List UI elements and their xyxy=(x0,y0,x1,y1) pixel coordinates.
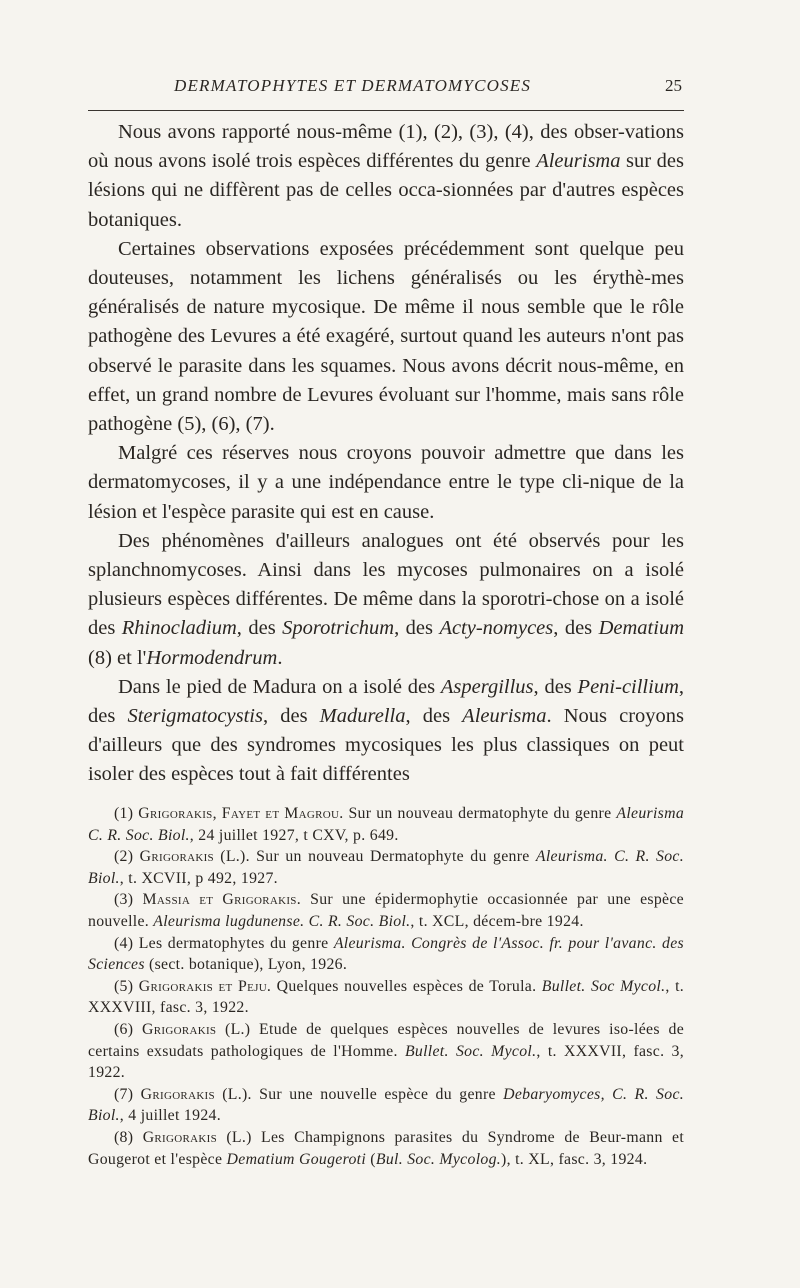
text-run: Sur une épidermophytie occasionnée par une espèce nouvelle. xyxy=(88,891,684,930)
footnote-number: (6) xyxy=(114,1020,134,1038)
footnote-number: (2) xyxy=(114,848,134,866)
footnote-authors: Grigorakis et Peju. xyxy=(138,977,272,995)
text-run: Etude de quelques espèces nouvelles de levures iso-lées de certains exsudats pathologiques de l'Homme. xyxy=(88,1020,685,1060)
text-run: Nous avons rapporté nous-même (1), (2), (3), (4), des obser-vations où nous avons isolé trois espèces différentes du genre xyxy=(88,121,684,173)
citation-title: Dematium Gougeroti xyxy=(226,1150,367,1168)
text-run: , t. XXXVIII, fasc. 3, 1922. xyxy=(88,977,685,1017)
footnote-4 xyxy=(88,933,684,976)
footnote-3 xyxy=(88,889,684,932)
text-run: , des xyxy=(553,617,599,640)
text-run: , des xyxy=(262,705,320,728)
genus-name: Sterigmatocystis xyxy=(127,705,263,728)
text-run: , t. XCVII, p 492, 1927. xyxy=(119,869,278,887)
paragraph-2: Certaines observations exposées précédemment sont quelque peu douteuses, notamment les lichens généralisés ou les érythè-mes généralisés de nature mycosique. De même il nous semble que le rôle pathogène des Levures a été exagéré, surtout quand les auteurs n'ont pas observé le parasite dans les squames. Nous avons décrit nous-même, en effet, un grand nombre de Levures évoluant sur l'homme, mais sans rôle pathogène (5), (6), (7). xyxy=(88,237,684,436)
footnote-authors: Massia et Grigorakis. xyxy=(142,891,301,909)
footnote-authors: Grigorakis (L.) xyxy=(142,1128,252,1146)
running-title: DERMATOPHYTES ET DERMATOMYCOSES xyxy=(174,76,532,95)
text-run: . Nous croyons d'ailleurs que des syndromes mycosiques les plus classiques on peut isoler des espèces tout à fait différentes xyxy=(88,705,685,786)
text-run: Les dermatophytes du genre xyxy=(133,934,334,952)
citation-title: Bul. Soc. Mycolog. xyxy=(375,1150,502,1168)
text-run: (sect. botanique), Lyon, 1926. xyxy=(144,956,348,974)
text-run: , 24 juillet 1927, t CXV, p. 649. xyxy=(189,826,399,844)
text-run: Quelques nouvelles espèces de Torula. xyxy=(271,977,542,995)
footnote-number: (1) xyxy=(114,805,134,822)
genus-name: Aleurisma xyxy=(462,705,547,728)
text-run: sur des lésions qui ne diffèrent pas de celles occa-sionnées par d'autres espèces botaniques. xyxy=(88,150,684,231)
footnote-authors: Grigorakis, Fayet et Magrou. xyxy=(138,805,344,822)
footnotes xyxy=(88,803,684,1170)
page-number: 25 xyxy=(665,76,682,95)
text-run: , t. XCL, décem-bre 1924. xyxy=(410,912,584,930)
genus-name: Rhinocladium xyxy=(121,617,237,640)
text-run: Sur un nouveau dermatophyte du genre xyxy=(343,805,617,822)
paragraph-5 xyxy=(88,673,684,790)
footnote-6 xyxy=(88,1019,684,1084)
genus-name: Dematium xyxy=(598,617,684,640)
citation-title: Bullet. Soc. Mycol. xyxy=(404,1042,537,1060)
text-run: . xyxy=(277,646,283,669)
text-run: (8) et l' xyxy=(88,646,147,669)
citation-title: Aleurisma C. R. Soc. Biol. xyxy=(88,805,685,844)
paragraph-3: Malgré ces réserves nous croyons pouvoir admettre que dans les dermatomycoses, il y a une indépendance entre le type cli-nique de la lésion et l'espèce parasite qui est en cause. xyxy=(88,442,684,523)
genus-name: Sporotrichum xyxy=(282,617,395,640)
text-run: , des xyxy=(88,675,685,728)
footnote-number: (5) xyxy=(114,977,134,995)
text-run: , des xyxy=(533,675,578,698)
text-run: ), t. XL, fasc. 3, 1924. xyxy=(501,1150,648,1168)
footnote-number: (8) xyxy=(114,1128,134,1146)
text-run: Les Champignons parasites du Syndrome de Beur-mann et Gougerot et l'espèce xyxy=(88,1128,685,1168)
text-run: Sur un nouveau Dermatophyte du genre xyxy=(249,848,536,866)
text-run: , t. XXXVII, fasc. 3, 1922. xyxy=(88,1042,684,1082)
citation-title: Aleurisma. C. R. Soc. Biol. xyxy=(88,848,684,887)
citation-title: Debaryomyces, C. R. Soc. Biol. xyxy=(88,1085,684,1125)
footnote-authors: Grigorakis (L.). xyxy=(139,848,250,866)
citation-title: Aleurisma lugdunense. C. R. Soc. Biol. xyxy=(153,912,411,930)
genus-name: Madurella xyxy=(319,705,406,728)
footnote-2 xyxy=(88,846,684,889)
text-run: Des phénomènes d'ailleurs analogues ont été observés pour les splanchnomycoses. Ainsi dans les mycoses pulmonaires on a isolé plusieurs espèces différentes. De même dans la sporotri-chose on a isolé des xyxy=(88,529,684,640)
footnote-number: (3) xyxy=(114,891,134,909)
text-run: , des xyxy=(405,705,463,728)
genus-name: Hormodendrum xyxy=(146,646,278,669)
paragraph-4 xyxy=(88,527,684,673)
genus-name: Aspergillus xyxy=(440,675,534,698)
main-text xyxy=(88,118,684,790)
paragraph-1 xyxy=(88,118,684,235)
text-run: , 4 juillet 1924. xyxy=(119,1107,221,1125)
footnote-authors: Grigorakis (L.) xyxy=(142,1020,251,1038)
text-run: Sur une nouvelle espèce du genre xyxy=(251,1085,504,1103)
footnote-7 xyxy=(88,1084,684,1127)
genus-name: Aleurisma xyxy=(536,150,621,173)
text-run: ( xyxy=(366,1150,376,1168)
footnote-5 xyxy=(88,976,684,1019)
genus-name: Acty-nomyces xyxy=(439,617,554,640)
genus-name: Peni-cillium xyxy=(577,675,679,698)
running-header xyxy=(88,70,684,100)
footnote-1 xyxy=(88,803,684,846)
text-run: Dans le pied de Madura on a isolé des xyxy=(118,675,441,698)
footnote-number: (7) xyxy=(114,1085,134,1103)
header-rule xyxy=(88,110,684,111)
footnote-number: (4) xyxy=(114,934,134,952)
footnote-authors: Grigorakis (L.). xyxy=(140,1085,252,1103)
text-run: , des xyxy=(236,617,283,640)
citation-title: Aleurisma. Congrès de l'Assoc. fr. pour l'avanc. des Sciences xyxy=(88,934,684,974)
text-run: , des xyxy=(394,617,440,640)
citation-title: Bullet. Soc Mycol. xyxy=(541,977,666,995)
footnote-8 xyxy=(88,1127,684,1170)
